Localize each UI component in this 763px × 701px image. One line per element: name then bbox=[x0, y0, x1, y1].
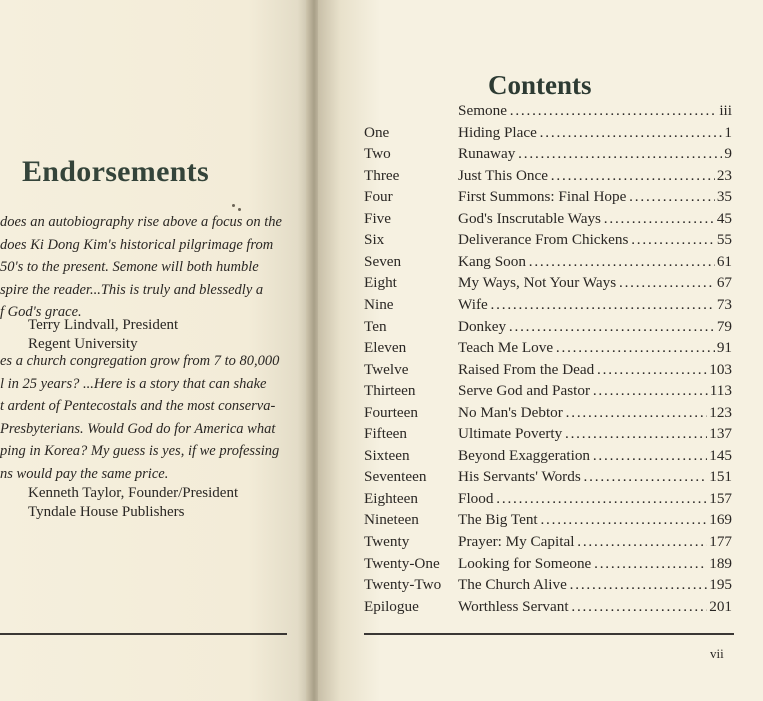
toc-page-number: 177 bbox=[707, 531, 732, 553]
toc-page-number: 201 bbox=[707, 596, 732, 618]
toc-chapter-title: Wife . . . bbox=[458, 294, 732, 316]
toc-chapter-number: Thirteen bbox=[364, 382, 416, 400]
toc-entry bbox=[364, 359, 744, 381]
endorsement-attribution-2 bbox=[28, 484, 238, 522]
left-page-rule bbox=[0, 633, 287, 635]
toc-chapter-number: Fifteen bbox=[364, 425, 408, 443]
endorsement-quote-2 bbox=[0, 350, 279, 485]
toc-chapter-title: Serve God and Pastor . . . bbox=[458, 380, 732, 402]
page-number: vii bbox=[710, 646, 724, 661]
toc-page-number: 123 bbox=[707, 402, 732, 424]
toc-entry bbox=[364, 402, 744, 424]
toc-entry bbox=[364, 272, 744, 294]
right-page-rule bbox=[364, 633, 734, 635]
toc-chapter-title: Kang Soon . . . bbox=[458, 251, 732, 273]
quote-line: ns would pay the same price. bbox=[0, 465, 169, 482]
toc-chapter-number: Seven bbox=[364, 252, 402, 270]
toc-page-number: 55 bbox=[715, 229, 732, 251]
toc-page-number: 151 bbox=[707, 466, 732, 488]
toc-entry bbox=[364, 229, 744, 251]
toc-page-number: 169 bbox=[707, 509, 732, 531]
toc-chapter-number: One bbox=[364, 123, 390, 141]
toc-page-number: 67 bbox=[715, 272, 732, 294]
toc-entry bbox=[364, 251, 744, 273]
toc-chapter-title: Semone . . . bbox=[458, 100, 732, 122]
toc-chapter-title: My Ways, Not Your Ways . . . bbox=[458, 272, 732, 294]
toc-page-number: iii bbox=[717, 100, 732, 122]
quote-line: Presbyterians. Would God do for America what bbox=[0, 420, 276, 437]
toc-chapter-number: Sixteen bbox=[364, 446, 410, 464]
toc-chapter-title: Ultimate Poverty . . . bbox=[458, 423, 732, 445]
toc-chapter-title: The Church Alive . . . bbox=[458, 574, 732, 596]
attribution-line: Terry Lindvall, President bbox=[28, 317, 179, 333]
toc-chapter-title: Teach Me Love . . . bbox=[458, 337, 732, 359]
toc-entry bbox=[364, 380, 744, 402]
toc-page-number: 23 bbox=[715, 165, 732, 187]
toc-entry bbox=[364, 208, 744, 230]
toc-entry bbox=[364, 596, 744, 618]
paper-speck bbox=[238, 208, 241, 211]
toc-chapter-number: Eleven bbox=[364, 339, 407, 357]
toc-chapter-title: His Servants' Words . . . bbox=[458, 466, 732, 488]
toc-page-number: 137 bbox=[707, 423, 732, 445]
toc-page-number: 79 bbox=[715, 316, 732, 338]
toc-page-number: 61 bbox=[715, 251, 732, 273]
endorsements-title: Endorsements bbox=[22, 155, 209, 188]
toc-entry bbox=[364, 337, 744, 359]
toc-entry bbox=[364, 143, 744, 165]
toc-chapter-title: No Man's Debtor . . . bbox=[458, 402, 732, 424]
toc-page-number: 103 bbox=[707, 359, 732, 381]
toc-chapter-title: First Summons: Final Hope . . . bbox=[458, 186, 732, 208]
toc-chapter-number: Epilogue bbox=[364, 597, 419, 615]
paper-speck bbox=[232, 204, 235, 207]
toc-chapter-title: Looking for Someone . . . bbox=[458, 553, 732, 575]
attribution-line: Regent University bbox=[28, 336, 138, 352]
quote-line: f God's grace. bbox=[0, 304, 82, 320]
toc-page-number: 91 bbox=[715, 337, 732, 359]
toc-chapter-number: Fourteen bbox=[364, 403, 418, 421]
toc-entry bbox=[364, 553, 744, 575]
toc-chapter-number: Five bbox=[364, 209, 392, 227]
quote-line: es a church congregation grow from 7 to 80,000 bbox=[0, 353, 280, 369]
toc-chapter-number: Twenty bbox=[364, 533, 410, 550]
quote-line: ping in Korea? My guess is yes, if we professing bbox=[0, 443, 280, 459]
toc-chapter-title: The Big Tent . . . bbox=[458, 509, 732, 531]
toc-chapter-title: Prayer: My Capital . . . bbox=[458, 531, 732, 553]
toc-entry bbox=[364, 100, 744, 122]
toc-page-number: 195 bbox=[707, 574, 732, 596]
toc-chapter-title: Flood . . . bbox=[458, 488, 732, 510]
toc-chapter-number: Eight bbox=[364, 274, 397, 292]
toc-chapter-number: Nine bbox=[364, 295, 394, 313]
toc-chapter-title: Worthless Servant . . . bbox=[458, 596, 732, 618]
toc-entry bbox=[364, 488, 744, 510]
toc-entry bbox=[364, 423, 744, 445]
toc-page-number: 73 bbox=[715, 294, 732, 316]
toc-chapter-number: Nineteen bbox=[364, 511, 419, 529]
quote-line: does Ki Dong Kim's historical pilgrimage from bbox=[0, 236, 274, 253]
toc-chapter-number: Four bbox=[364, 188, 393, 206]
toc-chapter-number: Twenty-Two bbox=[364, 576, 442, 594]
attribution-line: Kenneth Taylor, Founder/President bbox=[28, 485, 239, 501]
toc-entry bbox=[364, 122, 744, 144]
toc-chapter-number: Six bbox=[364, 231, 385, 249]
toc-page-number: 45 bbox=[715, 208, 732, 230]
quote-line: t ardent of Pentecostals and the most conserva- bbox=[0, 398, 276, 414]
toc-entry bbox=[364, 531, 744, 553]
toc-entry bbox=[364, 165, 744, 187]
toc-entry bbox=[364, 186, 744, 208]
quote-line: spire the reader...This is truly and blessedly a bbox=[0, 281, 264, 298]
toc-chapter-number: Twenty-One bbox=[364, 554, 440, 572]
left-page bbox=[0, 0, 310, 701]
toc-chapter-title: Hiding Place . . . bbox=[458, 122, 732, 144]
toc-chapter-title: Just This Once . . . bbox=[458, 165, 732, 187]
toc-page-number: 157 bbox=[707, 488, 732, 510]
toc-chapter-title: God's Inscrutable Ways . . . bbox=[458, 208, 732, 230]
quote-line: 50's to the present. Semone will both humble bbox=[0, 259, 259, 275]
toc-entry bbox=[364, 509, 744, 531]
toc-chapter-number: Seventeen bbox=[364, 468, 427, 486]
toc-chapter-number: Three bbox=[364, 166, 400, 184]
toc-chapter-title: Donkey . . . bbox=[458, 316, 732, 338]
toc-entry bbox=[364, 316, 744, 338]
endorsement-attribution-1 bbox=[28, 316, 178, 354]
toc-entry bbox=[364, 574, 744, 596]
toc-chapter-title: Deliverance From Chickens . . . bbox=[458, 229, 732, 251]
toc-chapter-title: Runaway . . . bbox=[458, 143, 732, 165]
toc-page-number: 9 bbox=[722, 143, 732, 165]
toc-page-number: 1 bbox=[722, 122, 732, 144]
toc-page-number: 145 bbox=[707, 445, 732, 467]
toc-entry bbox=[364, 294, 744, 316]
toc-entry bbox=[364, 466, 744, 488]
toc-entry bbox=[364, 445, 744, 467]
toc-chapter-number: Two bbox=[364, 145, 391, 163]
quote-line: l in 25 years? ...Here is a story that can shake bbox=[0, 375, 267, 392]
toc-page-number: 113 bbox=[708, 380, 732, 402]
toc-page-number: 189 bbox=[707, 553, 732, 575]
endorsement-quote-1 bbox=[0, 211, 282, 324]
toc-chapter-number: Ten bbox=[364, 317, 387, 335]
toc-chapter-number: Twelve bbox=[364, 360, 409, 378]
toc-chapter-title: Beyond Exaggeration . . . bbox=[458, 445, 732, 467]
attribution-line: Tyndale House Publishers bbox=[28, 504, 185, 520]
toc-chapter-title: Raised From the Dead . . . bbox=[458, 359, 732, 381]
toc-page-number: 35 bbox=[715, 186, 732, 208]
toc-chapter-number: Eighteen bbox=[364, 489, 418, 507]
contents-title: Contents bbox=[488, 70, 592, 100]
quote-line: does an autobiography rise above a focus on the bbox=[0, 214, 282, 230]
